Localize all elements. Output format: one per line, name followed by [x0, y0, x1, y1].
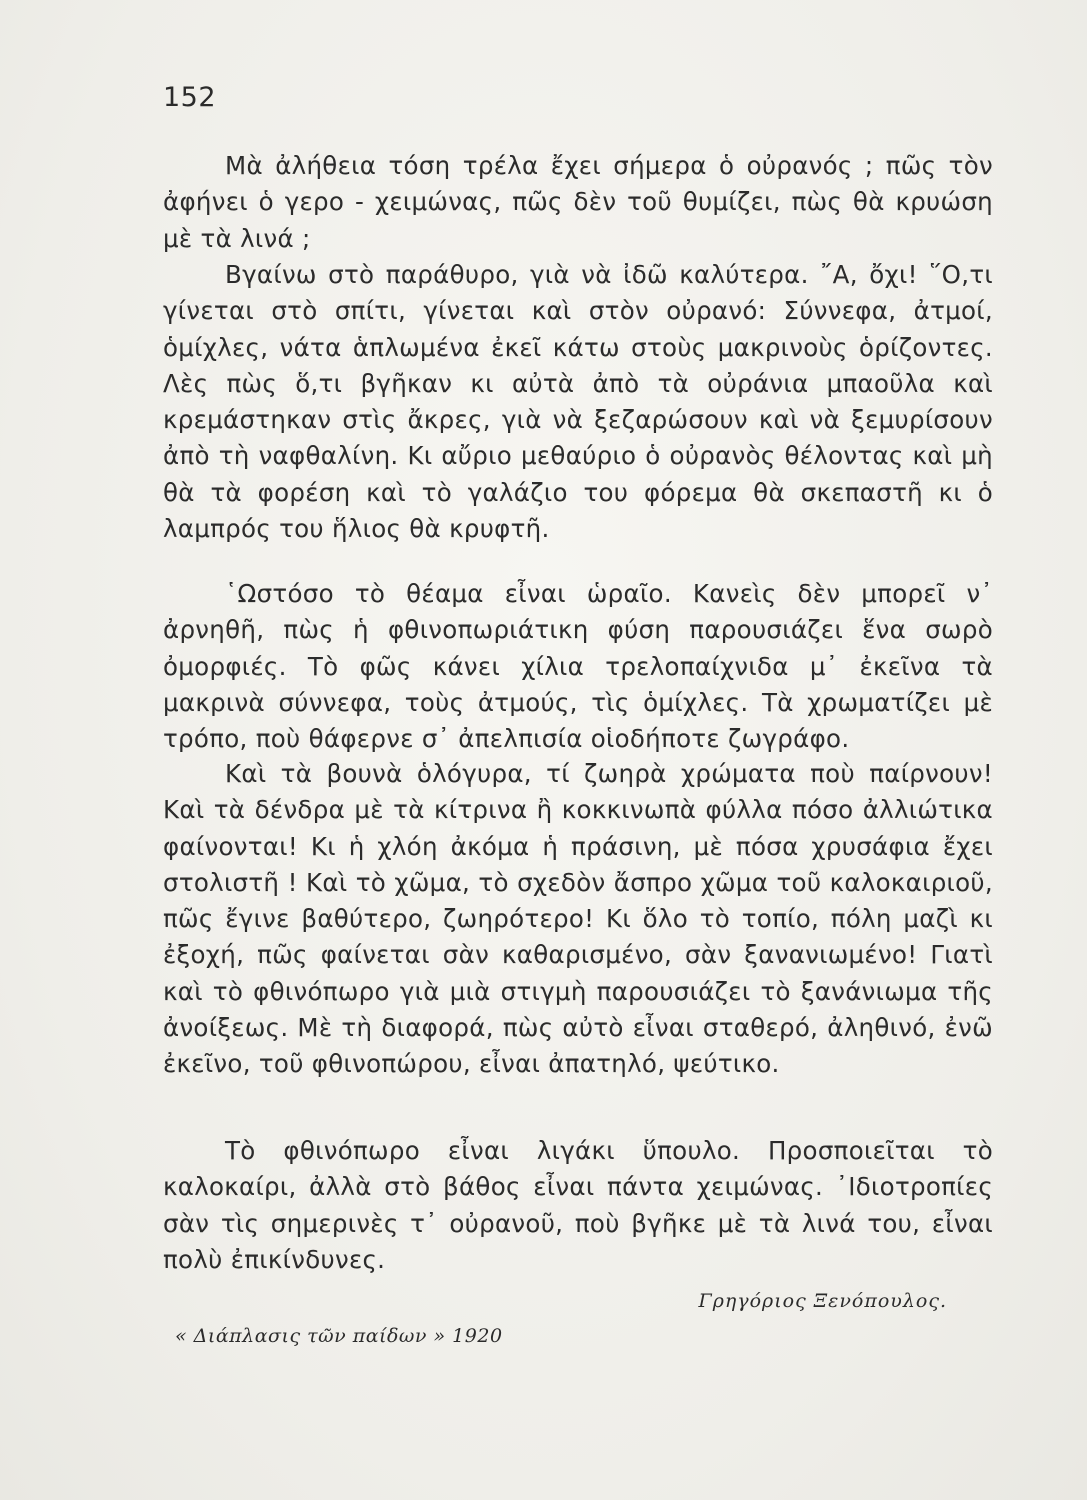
source-citation: « Διάπλασις τῶν παίδων » 1920: [175, 1325, 503, 1347]
paragraph-1: [163, 148, 993, 257]
author-signature: Γρηγόριος Ξενόπουλος.: [698, 1290, 947, 1312]
paragraph-text: Καὶ τὰ βουνὰ ὁλόγυρα, τί ζωηρὰ χρώματα ποὺ παίρνουν! Καὶ τὰ δένδρα μὲ τὰ κίτρινα ἢ κοκκινωπὰ φύλλα πόσο ἀλλιώτικα φαίνονται! Κι ἡ χλόη ἀκόμα ἡ πράσινη, μὲ πόσα χρυσάφια ἔχει στολιστῆ ! Καὶ τὸ χῶμα, τὸ σχεδὸν ἄσπρο χῶμα τοῦ καλοκαιριοῦ, πῶς ἔγινε βαθύτερο, ζωηρότερο! Κι ὅλο τὸ τοπίο, πόλη μαζὶ κι ἐξοχή, πῶς φαίνεται σὰν καθαρισμένο, σὰν ξανανιωμένο! Γιατὶ καὶ τὸ φθινόπωρο γιὰ μιὰ στιγμὴ παρουσιάζει τὸ ξανάνιωμα τῆς ἀνοίξεως. Μὲ τὴ διαφορά, πὼς αὐτὸ εἶναι σταθερό, ἀληθινό, ἐνῶ ἐκεῖνο, τοῦ φθινοπώρου, εἶναι ἀπατηλό, ψεύτικο.: [163, 759, 993, 1079]
paragraph-text: ῾Ωστόσο τὸ θέαμα εἶναι ὡραῖο. Κανεὶς δὲν μπορεῖ ν᾿ ἀρνηθῆ, πὼς ἡ φθινοπωριάτικη φύση παρουσιάζει ἕνα σωρὸ ὀμορφιές. Τὸ φῶς κάνει χίλια τρελοπαίχνιδα μ᾿ ἐκεῖνα τὰ μακρινὰ σύννεφα, τοὺς ἀτμούς, τὶς ὁμίχλες. Τὰ χρωματίζει μὲ τρόπο, ποὺ θάφερνε σ᾿ ἀπελπισία οἱοδήποτε ζωγράφο.: [163, 579, 993, 754]
paragraph-5: [163, 1133, 993, 1278]
paragraph-2: [163, 257, 993, 547]
page-number: 152: [163, 82, 217, 113]
paragraph-text: Βγαίνω στὸ παράθυρο, γιὰ νὰ ἰδῶ καλύτερα. ῎Α, ὄχι! ῞Ο,τι γίνεται στὸ σπίτι, γίνεται καὶ στὸν οὐρανό: Σύννεφα, ἀτμοί, ὁμίχλες, νάτα ἁπλωμένα ἐκεῖ κάτω στοὺς μακρινοὺς ὁρίζοντες. Λὲς πὼς ὅ,τι βγῆκαν κι αὐτὰ ἀπὸ τὰ οὐράνια μπαοῦλα καὶ κρεμάστηκαν στὶς ἄκρες, γιὰ νὰ ξεζαρώσουν καὶ νὰ ξεμυρίσουν ἀπὸ τὴ ναφθαλίνη. Κι αὔριο μεθαύριο ὁ οὐρανὸς θέλοντας καὶ μὴ θὰ τὰ φορέση καὶ τὸ γαλάζιο του φόρεμα θὰ σκεπαστῆ κι ὁ λαμπρός του ἥλιος θὰ κρυφτῆ.: [163, 260, 993, 544]
paragraph-3: [163, 576, 993, 757]
paragraph-text: Τὸ φθινόπωρο εἶναι λιγάκι ὕπουλο. Προσποιεῖται τὸ καλοκαίρι, ἀλλὰ στὸ βάθος εἶναι πάντα χειμώνας. ᾿Ιδιοτροπίες σὰν τὶς σημερινὲς τ᾿ οὐρανοῦ, ποὺ βγῆκε μὲ τὰ λινά του, εἶναι πολὺ ἐπικίνδυνες.: [163, 1136, 993, 1274]
paragraph-4: [163, 756, 993, 1083]
paragraph-text: Μὰ ἀλήθεια τόση τρέλα ἔχει σήμερα ὁ οὐρανός ; πῶς τὸν ἀφήνει ὁ γερο - χειμώνας, πῶς δὲν τοῦ θυμίζει, πὼς θὰ κρυώση μὲ τὰ λινά ;: [163, 151, 993, 253]
